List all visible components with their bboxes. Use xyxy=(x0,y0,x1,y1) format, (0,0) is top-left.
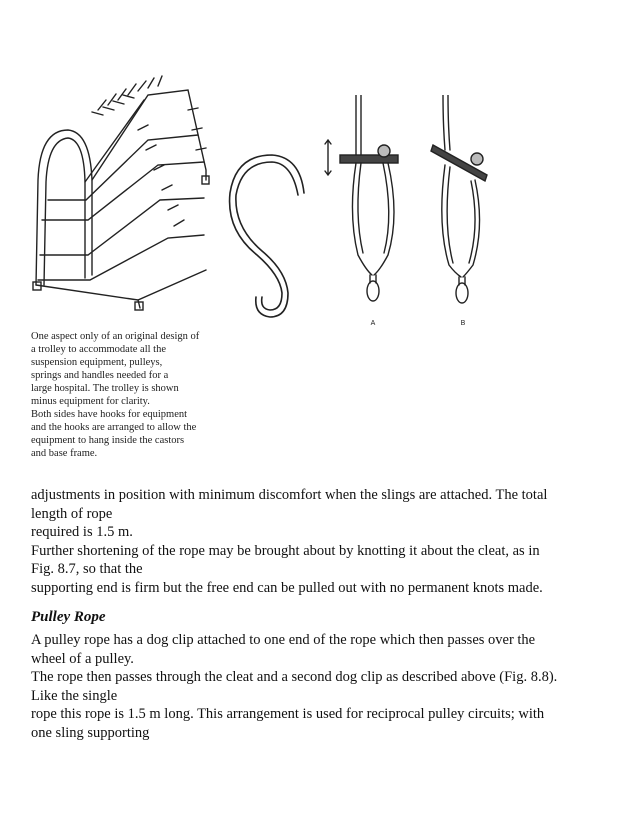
caption-line: springs and handles needed for a xyxy=(31,370,169,381)
caption-line: equipment to hang inside the castors xyxy=(31,435,185,446)
paragraph-line: wheel of a pulley. xyxy=(31,650,134,667)
paragraph-line: required is 1.5 m. xyxy=(31,524,133,540)
paragraph-pulley-rope xyxy=(31,631,621,742)
figure-caption xyxy=(31,330,216,460)
paragraph-line: one sling supporting xyxy=(31,724,150,741)
caption-line: Both sides have hooks for equipment xyxy=(31,409,188,420)
paragraph-line: rope this rope is 1.5 m long. This arrangement is used for reciprocal pulley circuits; with xyxy=(31,706,545,722)
caption-line: a trolley to accommodate all the xyxy=(31,344,166,355)
paragraph-line: Like the single xyxy=(31,687,118,704)
caption-line: minus equipment for clarity. xyxy=(31,396,150,407)
paragraph-line: adjustments in position with minimum discomfort when the slings are attached. The total xyxy=(31,487,548,503)
caption-line: large hospital. The trolley is shown xyxy=(31,383,179,394)
paragraph-line: Fig. 8.7, so that the xyxy=(31,561,143,577)
section-heading: Pulley Rope xyxy=(31,609,106,625)
caption-line: and the hooks are arranged to allow the xyxy=(31,422,197,433)
paragraph-rope-shortening xyxy=(31,486,621,597)
paragraph-line: The rope then passes through the cleat and a second dog clip as described above (Fig. 8.8). xyxy=(31,669,558,685)
rope-sling-b-illustration xyxy=(425,95,505,327)
caption-line: One aspect only of an original design of xyxy=(31,331,200,342)
trolley-illustration xyxy=(28,70,218,320)
paragraph-line: Further shortening of the rope may be brought about by knotting it about the cleat, as in xyxy=(31,542,540,559)
figure-label-b: B xyxy=(460,320,466,327)
paragraph-line: length of rope xyxy=(31,505,113,522)
caption-line: and base frame. xyxy=(31,448,98,459)
rope-sling-a-illustration xyxy=(318,95,418,327)
paragraph-line: A pulley rope has a dog clip attached to one end of the rope which then passes over the xyxy=(31,632,536,648)
figure-label-a: A xyxy=(370,320,376,327)
s-hook-illustration xyxy=(222,145,322,320)
paragraph-line: supporting end is firm but the free end can be pulled out with no permanent knots made. xyxy=(31,579,543,596)
caption-line: suspension equipment, pulleys, xyxy=(31,357,163,368)
